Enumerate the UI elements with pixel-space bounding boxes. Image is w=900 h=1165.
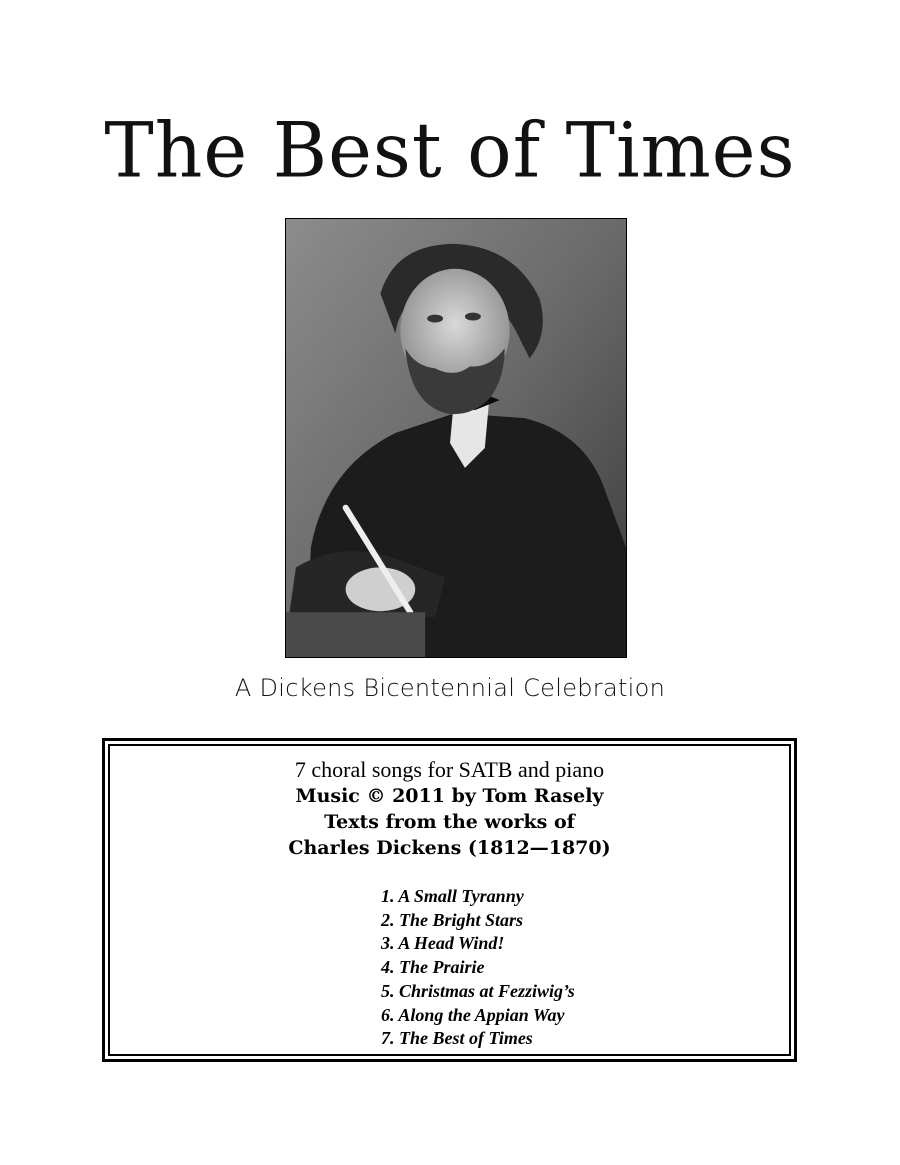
- song-item: 3. A Head Wind!: [381, 933, 505, 954]
- portrait-image: [285, 218, 627, 658]
- song-item: 2. The Bright Stars: [381, 909, 524, 930]
- description-line: 7 choral songs for SATB and piano: [294, 757, 605, 782]
- song-item: 7. The Best of Times: [381, 1028, 533, 1049]
- song-list: [381, 885, 701, 1051]
- author-line: Charles Dickens (1812—1870): [288, 837, 611, 859]
- portrait-photo-icon: [286, 219, 626, 657]
- song-item: 4. The Prairie: [381, 957, 485, 978]
- copyright-line: Music © 2011 by Tom Rasely: [295, 785, 604, 807]
- song-item: 6. Along the Appian Way: [381, 1004, 565, 1025]
- song-item: 1. A Small Tyranny: [381, 886, 524, 906]
- info-box-inner: [108, 744, 791, 1056]
- song-item: 5. Christmas at Fezziwig’s: [381, 980, 575, 1001]
- page-title: The Best of Times: [104, 107, 796, 195]
- subtitle: A Dickens Bicentennial Celebration: [234, 674, 666, 702]
- info-box: [102, 738, 797, 1062]
- texts-line: Texts from the works of: [324, 811, 575, 833]
